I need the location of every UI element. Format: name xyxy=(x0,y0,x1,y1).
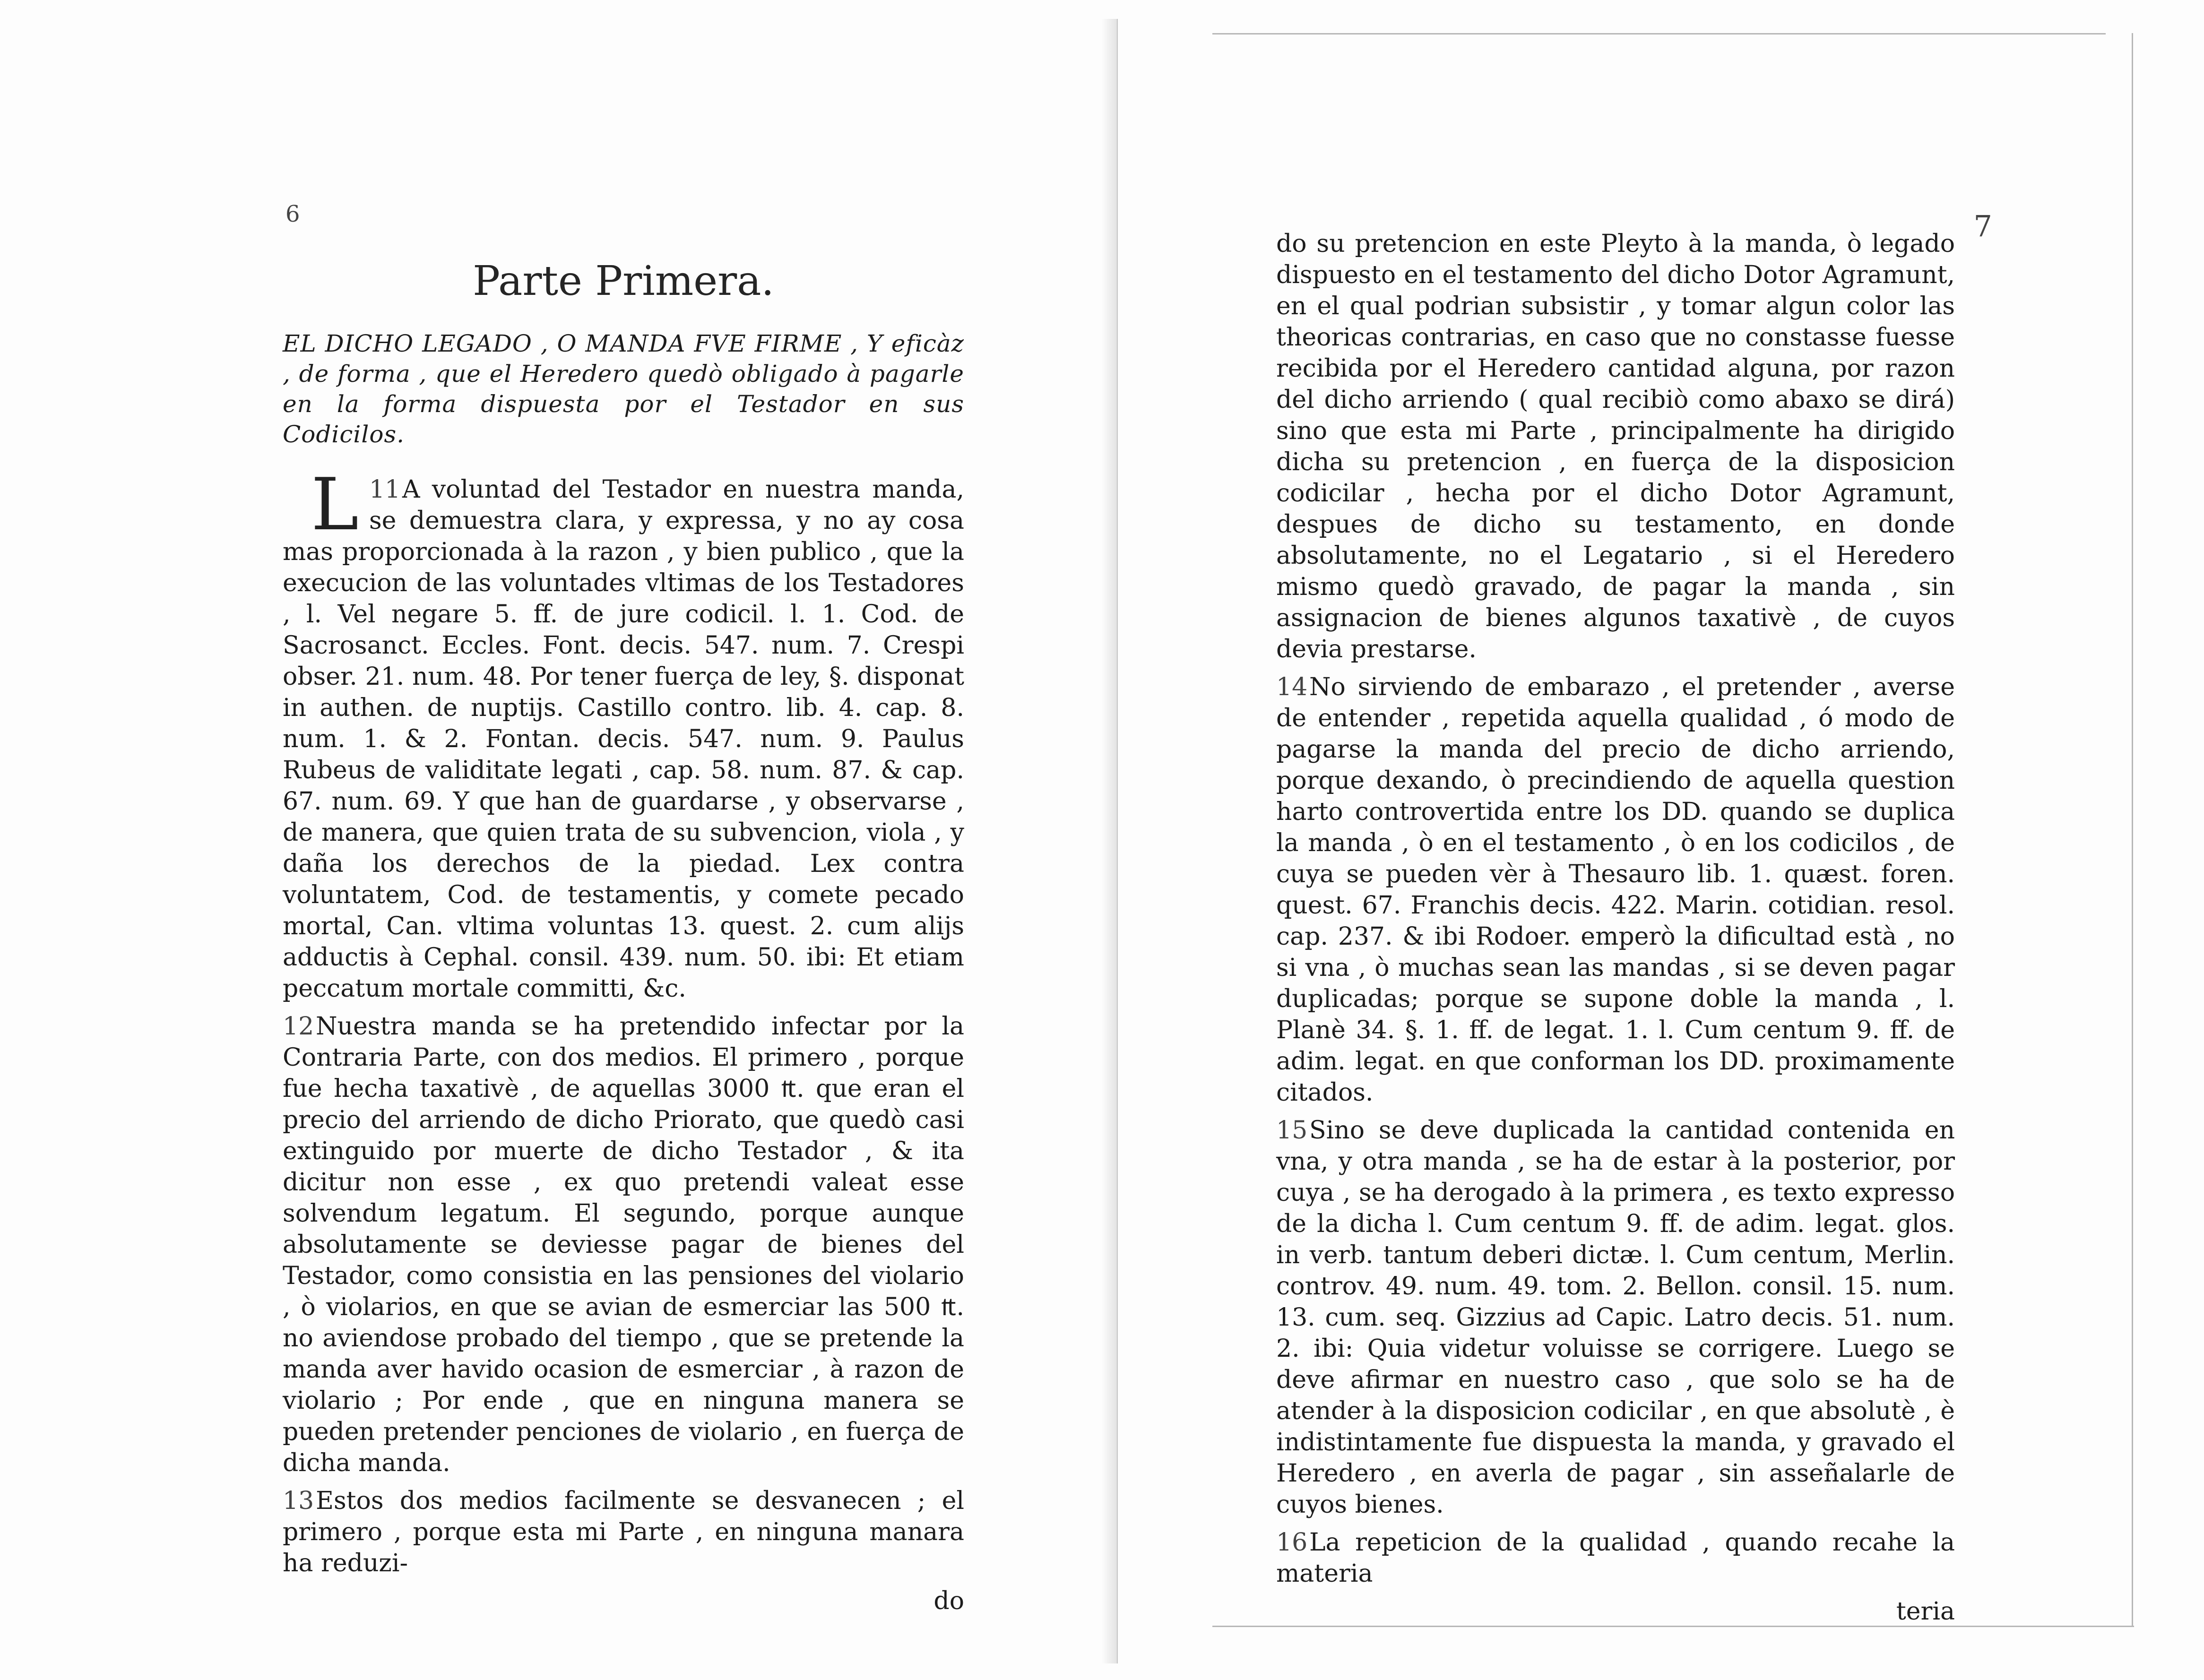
paragraph-text: Estos dos medios facilmente se desvanecen ; el primero , porque esta mi Parte , en ninguna manara ha reduzi- xyxy=(283,1487,964,1577)
paragraph-text: La repeticion de la qualidad , quando recahe la materia xyxy=(1276,1528,1955,1588)
paragraph-text: Nuestra manda se ha pretendido infectar por la Contraria Parte, con dos medios. El primero , porque fue hecha taxativè , de aquellas 3000 ₶. que eran el precio del arriendo de dicho Priorato, que quedò casi extinguido por muerte de dicho Testador , & ita dicitur non esse , ex quo pretendi valeat esse solvendum legatum. El segundo, porque aunque absolutamente se deviesse pagar de bienes del Testador, como consistia en las pensiones del violario , ò violarios, en que se avian de esmerciar las 500 ₶. no aviendose probado del tiempo , que se pretende la manda aver havido ocasion de esmerciar , à razon de violario ; Por ende , que en ninguna manera se pueden pretender penciones de violario , en fuerça de dicha manda. xyxy=(283,1012,964,1477)
paragraph-number: 15 xyxy=(1276,1116,1308,1145)
paragraph xyxy=(1276,1115,1955,1520)
section-heading: EL DICHO LEGADO , O MANDA FVE FIRME , Y eficàz , de forma , que el Heredero quedò obligado à pagarle en la forma dispuesta por el Testador en sus Codicilos. xyxy=(283,330,964,448)
paragraph xyxy=(1276,1527,1955,1589)
paragraph xyxy=(1276,672,1955,1108)
page-edge xyxy=(2132,33,2133,1626)
section-title: Parte Primera. xyxy=(473,258,774,305)
paragraph-number: 12 xyxy=(283,1012,314,1041)
paragraph-number: 14 xyxy=(1276,673,1308,701)
catchword: do xyxy=(933,1587,964,1615)
paragraph-number: 16 xyxy=(1276,1528,1308,1557)
paragraph-text: A voluntad del Testador en nuestra manda, se demuestra clara, y expressa, y no ay cosa mas proporcionada à la razon , y bien publico , que la execucion de las voluntades vltimas de los Testadores , l. Vel negare 5. ff. de jure codicil. l. 1. Cod. de Sacrosanct. Eccles. Font. decis. 547. num. 7. Crespi obser. 21. num. 48. Por tener fuerça de ley, §. disponat in authen. de nuptijs. Castillo contro. lib. 4. cap. 8. num. 1. & 2. Fontan. decis. 547. num. 9. Paulus Rubeus de validitate legati , cap. 58. num. 87. & cap. 67. num. 69. Y que han de guardarse , y observarse , de manera, que quien trata de su subvencion, viola , y daña los derechos de la piedad. Lex contra voluntatem, Cod. de testamentis, y comete pecado mortal, Can. vltima voluntas 13. quest. 2. cum alijs adductis à Cephal. consil. 439. num. 50. ibi: Et etiam peccatum mortale committi, &c. xyxy=(283,475,964,1003)
paragraph-number: 11 xyxy=(369,475,401,504)
paragraph xyxy=(283,1485,964,1579)
paragraph-text: do su pretencion en este Pleyto à la manda, ò legado dispuesto en el testamento del dicho Dotor Agramunt, en el qual podrian subsistir , y tomar algun color las theoricas contrarias, en caso que no constasse fuesse recibida por el Heredero cantidad alguna, por razon del dicho arriendo ( qual recibiò como abaxo se dirá) sino que esta mi Parte , principalmente ha dirigido dicha su pretencion , en fuerça de la disposicion codicilar , hecha por el dicho Dotor Agramunt, despues de dicho su testamento, en donde absolutamente, no el Legatario , si el Heredero mismo quedò gravado, de pagar la manda , sin assignacion de bienes algunos taxativè , de cuyos devia prestarse. xyxy=(1276,230,1955,663)
paragraph xyxy=(283,463,964,1004)
paragraph-text: No sirviendo de embarazo , el pretender , averse de entender , repetida aquella qualidad , ó modo de pagarse la manda del precio de dicho arriendo, porque dexando, ò precindiendo de aquella question harto controvertida entre los DD. quando se duplica la manda , ò en el testamento , ò en los codicilos , de cuya se pueden vèr à Thesauro lib. 1. quæst. foren. quest. 67. Franchis decis. 422. Marin. cotidian. resol. cap. 237. & ibi Rodoer. emperò la dificultad està , no si vna , ò muchas sean las mandas , si se deven pagar duplicadas; porque se supone doble la manda , l. Planè 34. §. 1. ff. de legat. 1. l. Cum centum 9. ff. de adim. legat. en que conforman los DD. proximamente citados. xyxy=(1276,673,1955,1107)
paragraph xyxy=(283,1011,964,1479)
catchword: teria xyxy=(1896,1597,1955,1626)
page-number: 6 xyxy=(285,201,300,227)
drop-cap: L xyxy=(311,463,359,546)
page-edge xyxy=(1212,33,2106,34)
paragraph-text: Sino se deve duplicada la cantidad contenida en vna, y otra manda , se ha de estar à la posterior, por cuya , se ha derogado à la primera , es texto expresso de la dicha l. Cum centum 9. ff. de adim. legat. glos. in verb. tantum deberi dictæ. l. Cum centum, Merlin. controv. 49. num. 49. tom. 2. Bellon. consil. 15. num. 13. cum. seq. Gizzius ad Capic. Latro decis. 51. num. 2. ibi: Quia videtur voluisse se corrigere. Luego se deve afirmar en nuestro caso , que solo se ha de atender à la disposicion codicilar , en que absolutè , è indistintamente fue dispuesta la manda, y gravado el Heredero , en averla de pagar , sin asseñalarle de cuyos bienes. xyxy=(1276,1116,1955,1519)
paragraph-number: 13 xyxy=(283,1487,314,1515)
left-text-block xyxy=(283,255,964,1617)
page-number: 7 xyxy=(1973,209,1992,243)
paragraph xyxy=(1276,228,1955,665)
right-text-block xyxy=(1276,228,1955,1627)
